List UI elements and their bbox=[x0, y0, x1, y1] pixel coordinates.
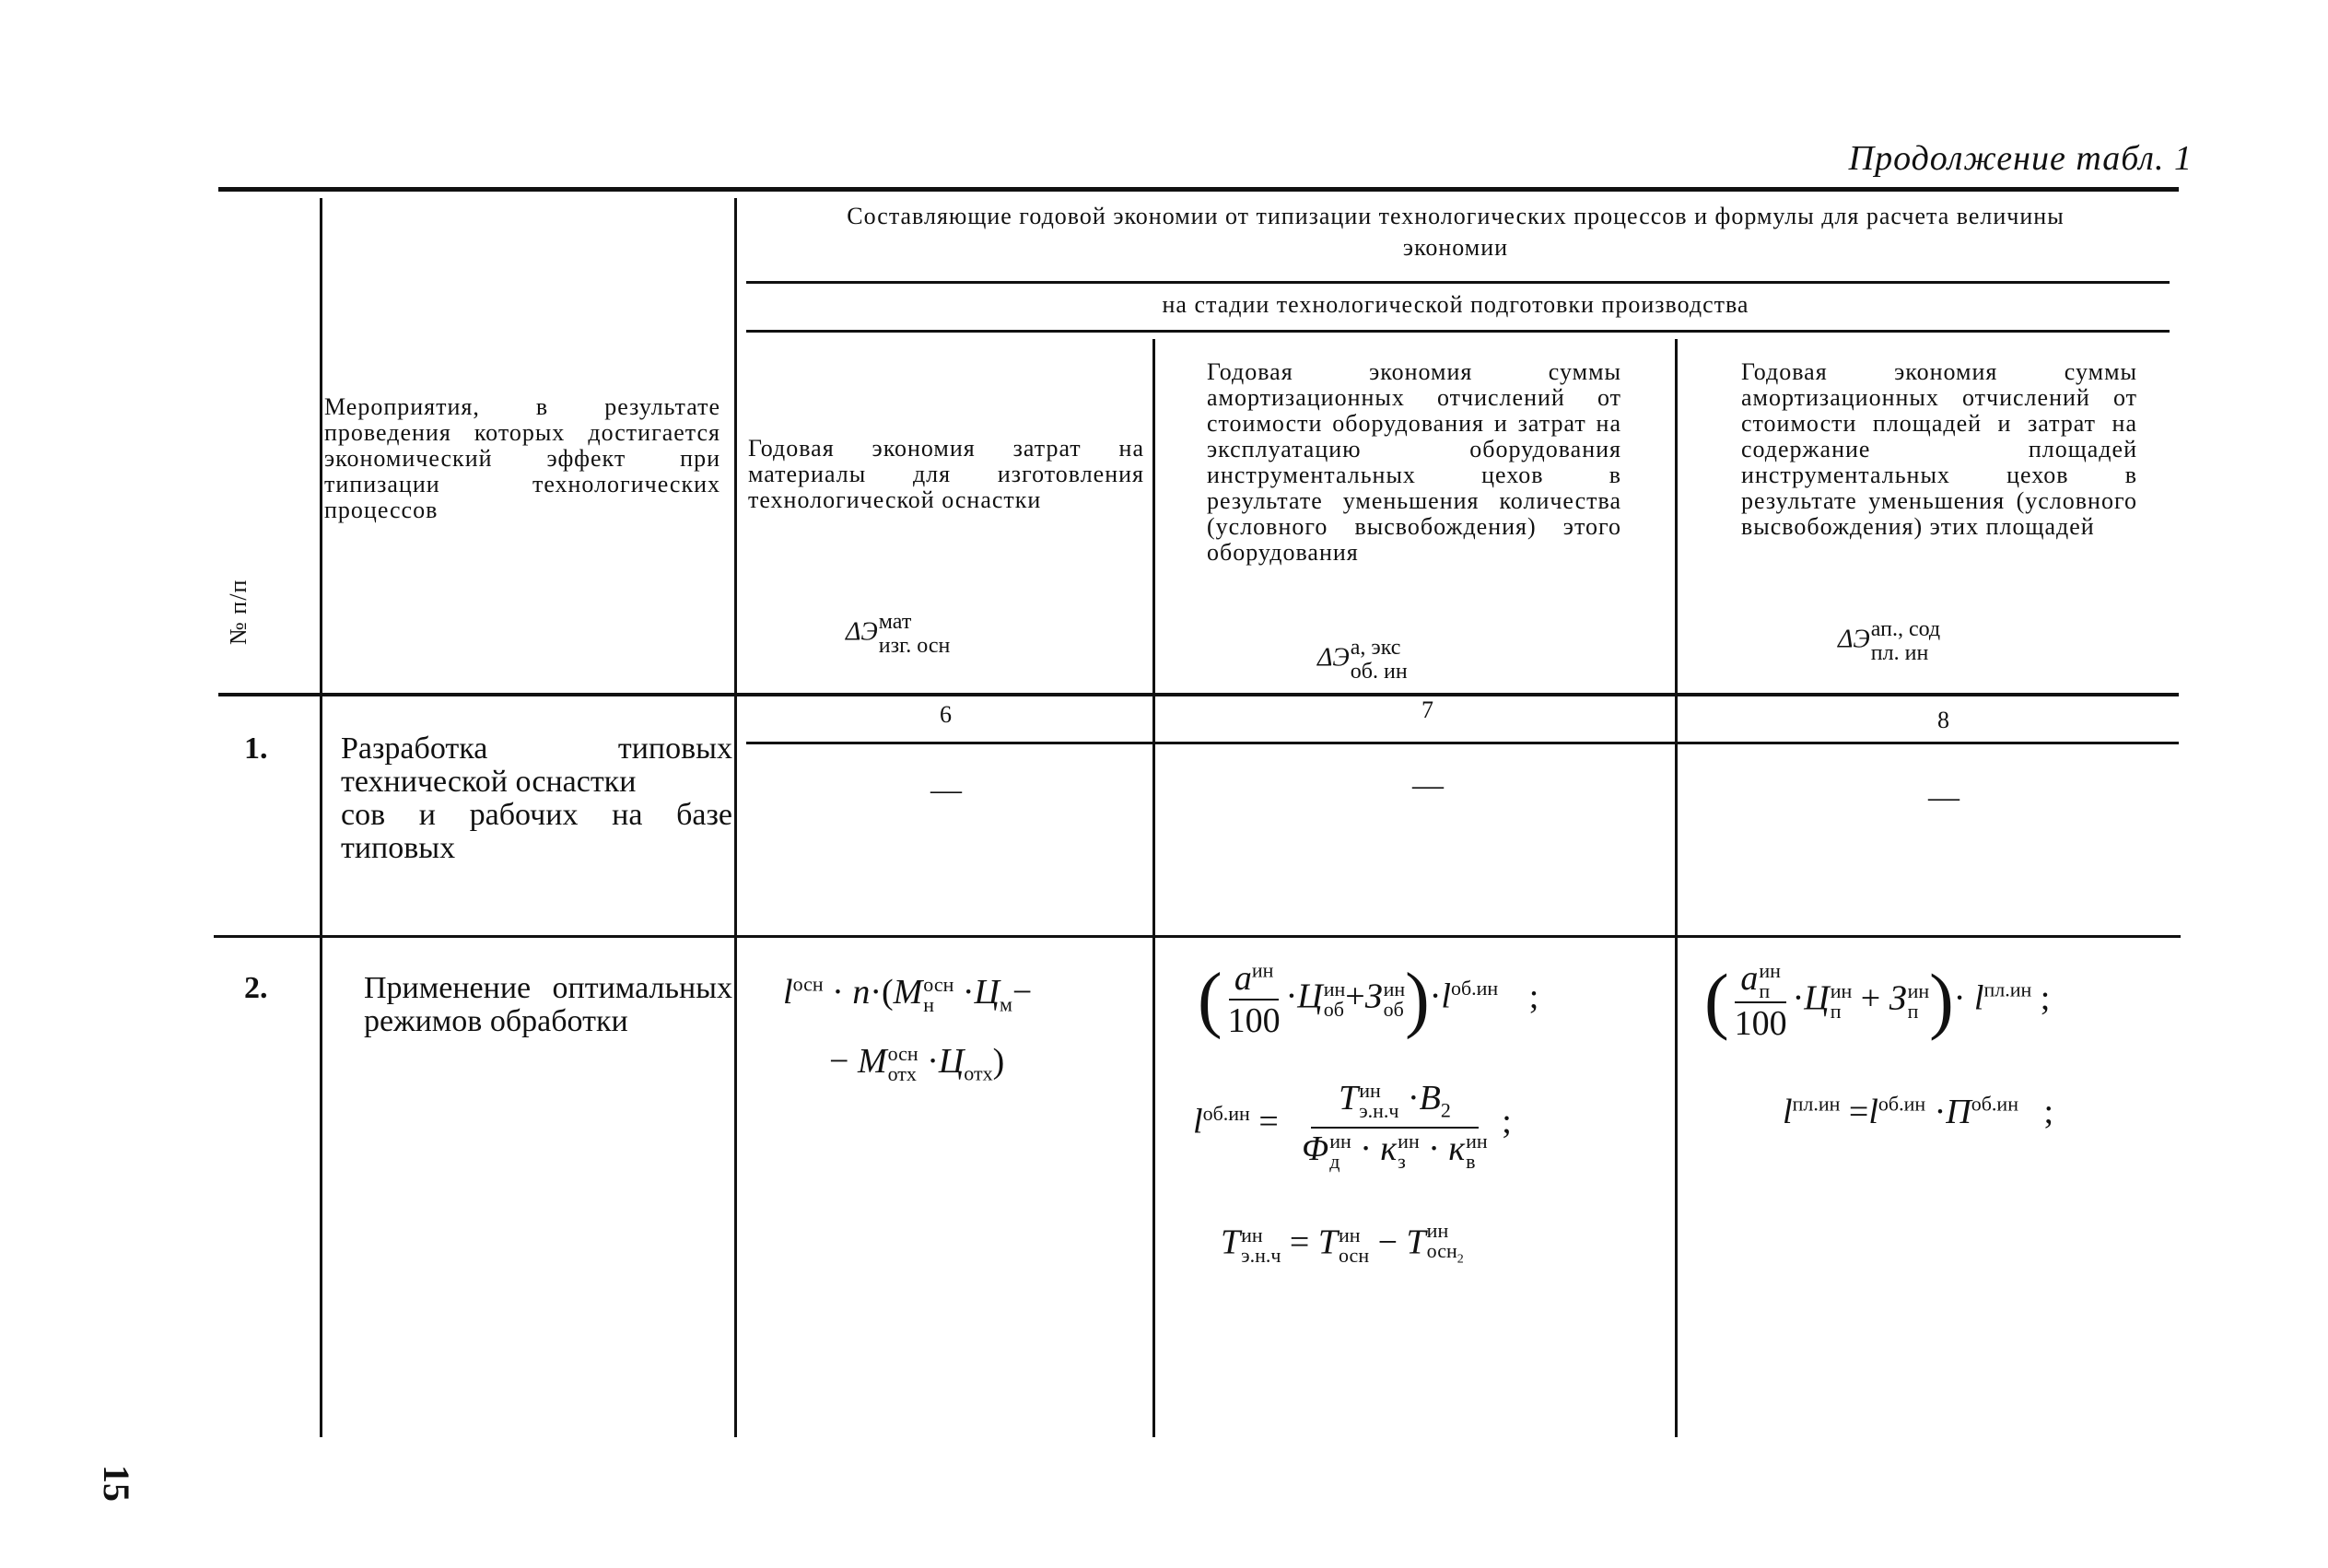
row1-col7-dash: — bbox=[1412, 768, 1444, 802]
row2-number: 2. bbox=[244, 971, 268, 1005]
formula-plus: + bbox=[1345, 977, 1365, 1016]
row2-col7-formula-1: ( $\frac{a^{ин}}{100}$ ·Ц ин об +З ин об )$\cdot l^{об.ин}$ ; bbox=[1198, 958, 1539, 1040]
row2-col7-formula-2: $l^{об.ин}$ = T ин э.н.ч $\cdot B_2$ Φ ин д · к ин з · к ин в ; bbox=[1193, 1079, 1512, 1173]
row1-col8-dash: — bbox=[1928, 780, 1959, 814]
formula-semicolon: ; bbox=[2040, 978, 2051, 1018]
formula-dot: · bbox=[870, 973, 882, 1012]
formula-dot: · bbox=[832, 973, 844, 1012]
formula-dot: · bbox=[1934, 1093, 1947, 1131]
col7-title: Годовая экономия суммы амортизационных отчислений от стоимости оборудования и затрат на эксплуатацию оборудования инструментальных цехов в результате уменьшения количества (условного высвобождения) этого оборудования bbox=[1207, 358, 1621, 566]
formula-minus: − bbox=[1012, 973, 1033, 1012]
col6-title: Годовая экономия затрат на материалы для изготовления технологической оснастки bbox=[748, 435, 1144, 513]
col6-symbol bbox=[846, 610, 950, 658]
row1-measure-line: типовых bbox=[341, 831, 456, 865]
col8-symbol-sub: пл. ин bbox=[1870, 641, 1929, 665]
col6-symbol-base: ΔЭ bbox=[846, 617, 878, 647]
formula-dot: · bbox=[1953, 978, 1966, 1018]
formula-equals: = bbox=[1258, 1102, 1279, 1141]
col7-divider bbox=[1675, 339, 1678, 1437]
formula-dot: · bbox=[1360, 1129, 1372, 1168]
col8-symbol-sup: а bbox=[1870, 617, 1881, 641]
formula-dot: · bbox=[927, 1042, 939, 1081]
col-num-divider bbox=[320, 198, 322, 1437]
table-continuation-caption: Продолжение табл. 1 bbox=[1848, 139, 2193, 178]
row2-col6-formula-line2: − M осн отх $\cdot Ц_{отх}$) bbox=[829, 1042, 1005, 1086]
row1-measure bbox=[341, 732, 732, 865]
col6-index: 6 bbox=[940, 701, 953, 728]
formula-hundred: 100 bbox=[1227, 1001, 1281, 1040]
formula-plus: + bbox=[1860, 978, 1881, 1018]
col8-symbol bbox=[1838, 617, 1940, 665]
col8-symbol-base: ΔЭ bbox=[1838, 625, 1870, 654]
formula-semicolon: ; bbox=[1528, 977, 1539, 1016]
number-column-header: № п/п bbox=[225, 579, 252, 645]
col6-symbol-sup: мат bbox=[878, 610, 912, 634]
formula-equals: = bbox=[1289, 1223, 1310, 1262]
group-header-rule bbox=[746, 281, 2170, 284]
row2-col8-formula-2: $l^{пл.ин} =l^{об.ин} \cdot П^{об.ин}$ ; bbox=[1783, 1092, 2054, 1131]
index-row-rule bbox=[746, 742, 2179, 744]
formula-dot: · bbox=[962, 973, 975, 1012]
formula-dot: · bbox=[1792, 978, 1805, 1018]
col7-symbol-sup: а, экс bbox=[1350, 636, 1401, 660]
formula-minus: − bbox=[1377, 1223, 1398, 1262]
formula-dot: · bbox=[1429, 977, 1442, 1016]
col8-title: Годовая экономия суммы амортизационных отчислений от стоимости площадей и затрат на содержание площадей инструментальных цехов в результате уменьшения (условного высвобождения) этих площадей bbox=[1741, 358, 2137, 540]
row2-col8-formula-1: ( a ин п 100 ·Ц ин п + З ин п )· $l^{пл.ин}$ ; bbox=[1704, 959, 2051, 1044]
page-number: 15 bbox=[96, 1465, 137, 1502]
row1-measure-line: Разработка типовых bbox=[341, 731, 732, 766]
row1-measure-line: сов и рабочих на базе bbox=[341, 798, 732, 832]
stage-header: на стадии технологической подготовки производства bbox=[1162, 291, 1749, 318]
col8-symbol-sup-rest: п., сод bbox=[1880, 617, 1941, 641]
col6-divider bbox=[1152, 339, 1155, 1437]
col-measure-divider bbox=[734, 198, 737, 1437]
col6-symbol-sub: изг. осн bbox=[878, 634, 951, 658]
col8-index: 8 bbox=[1937, 707, 1950, 733]
formula-equals: = bbox=[1848, 1093, 1869, 1131]
row2-col6-formula-line1: $l^{осн} \cdot n\cdot(M$ осн н $\cdot Ц_м-$ bbox=[783, 972, 1033, 1017]
col7-symbol-base: ΔЭ bbox=[1317, 643, 1350, 673]
row1-bottom-rule bbox=[214, 935, 2181, 938]
formula-hundred: 100 bbox=[1734, 1004, 1787, 1044]
row2-col7-formula-3: T ин э.н.ч = T ин осн − T ин осн$_2$ bbox=[1221, 1219, 1464, 1267]
row2-measure: Применение оптимальных режимов обработки bbox=[364, 971, 732, 1038]
header-bottom-rule bbox=[218, 693, 2179, 696]
formula-dot: · bbox=[1285, 977, 1298, 1016]
measures-column-header: Мероприятия, в результате проведения которых достигается экономический эффект при типизации технологических процессов bbox=[324, 393, 720, 523]
row1-col6-dash: — bbox=[930, 773, 962, 807]
formula-minus: − bbox=[829, 1042, 849, 1081]
stage-header-rule bbox=[746, 330, 2170, 333]
formula-semicolon: ; bbox=[1502, 1102, 1512, 1141]
col7-symbol-sub: об. ин bbox=[1350, 660, 1408, 684]
col7-index: 7 bbox=[1421, 696, 1434, 723]
row1-number: 1. bbox=[244, 731, 268, 766]
table-top-rule bbox=[218, 187, 2179, 192]
row1-measure-line: технической оснастки bbox=[341, 765, 637, 799]
formula-semicolon: ; bbox=[2043, 1093, 2054, 1131]
formula-dot: · bbox=[1408, 1079, 1420, 1117]
col7-symbol bbox=[1317, 636, 1408, 684]
formula-dot: · bbox=[1428, 1129, 1440, 1168]
group-header: Составляющие годовой экономии от типизации технологических процессов и формулы для расчета величины экономии bbox=[847, 203, 2065, 261]
